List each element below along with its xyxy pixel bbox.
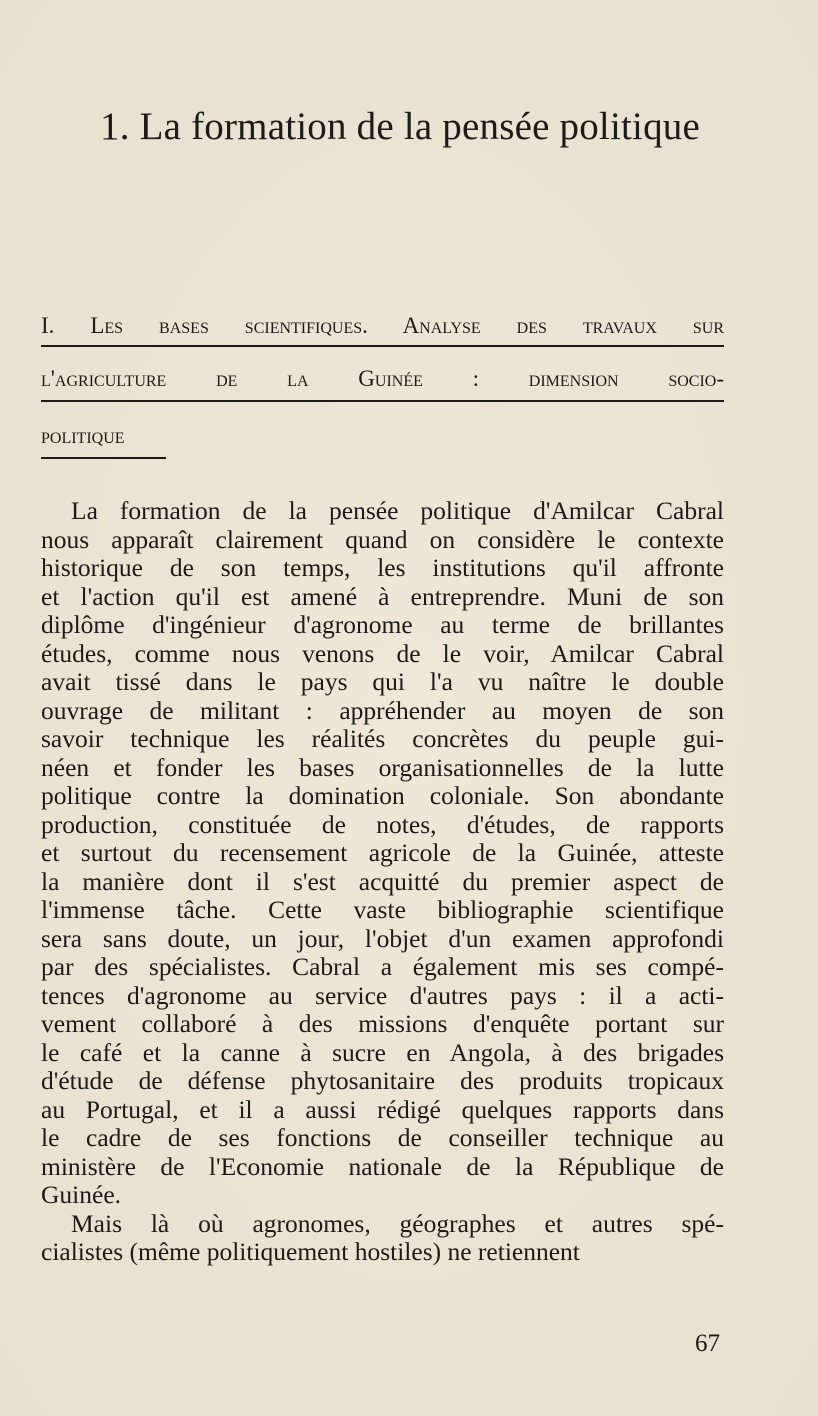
text-line: au Portugal, et il a aussi rédigé quelques rapports dans	[41, 1094, 724, 1124]
text-line: Guinée.	[41, 1180, 122, 1209]
text-line: vement collaboré à des missions d'enquête portant sur	[41, 1009, 724, 1038]
text-line: sera sans doute, un jour, l'objet d'un examen approfondi	[41, 923, 724, 953]
text-line: diplôme d'ingénieur d'agronome au terme de brillantes	[41, 610, 724, 639]
section-heading-line: I. Les bases scientifiques. Analyse des travaux sur	[41, 313, 724, 338]
section-heading-line: l'agriculture de la Guinée : dimension socio-	[41, 366, 724, 391]
text-line: nous apparaît clairement quand on considère le contexte	[41, 524, 724, 554]
text-line: ministère de l'Economie nationale de la République de	[41, 1151, 724, 1181]
text-line: le cadre de ses fonctions de conseiller technique au	[41, 1123, 724, 1152]
page-number: 67	[695, 1330, 720, 1357]
text-line: et surtout du recensement agricole de la Guinée, atteste	[41, 838, 724, 867]
text-line: Mais là où agronomes, géographes et autres spé-	[71, 1208, 724, 1238]
text-line: la manière dont il s'est acquitté du premier aspect de	[41, 866, 724, 896]
text-line: par des spécialistes. Cabral a également mis ses compé-	[41, 952, 724, 981]
heading-underline	[41, 457, 166, 459]
text-line: et l'action qu'il est amené à entreprendre. Muni de son	[41, 581, 724, 611]
text-line: l'immense tâche. Cette vaste bibliographie scientifique	[41, 895, 724, 924]
text-line: cialistes (même politiquement hostiles) ne retiennent	[41, 1237, 580, 1266]
text-line: d'étude de défense phytosanitaire des produits tropicaux	[41, 1066, 724, 1095]
text-line: La formation de la pensée politique d'Amilcar Cabral	[71, 496, 724, 525]
body-text	[41, 497, 724, 1267]
text-line: études, comme nous venons de le voir, Amilcar Cabral	[41, 638, 724, 668]
text-line: politique contre la domination coloniale. Son abondante	[41, 781, 724, 810]
text-line: ouvrage de militant : appréhender au moyen de son	[41, 695, 724, 725]
heading-underline	[41, 400, 724, 402]
text-line: néen et fonder les bases organisationnelles de la lutte	[41, 752, 724, 782]
text-line: avait tissé dans le pays qui l'a vu naître le double	[41, 667, 724, 696]
text-line: le café et la canne à sucre en Angola, à des brigades	[41, 1037, 724, 1067]
text-line: production, constituée de notes, d'études, de rapports	[41, 809, 724, 839]
text-line: historique de son temps, les institutions qu'il affronte	[41, 553, 724, 582]
text-line: tences d'agronome au service d'autres pays : il a acti-	[41, 980, 724, 1010]
heading-underline	[41, 345, 724, 347]
text-line: savoir technique les réalités concrètes du peuple gui-	[41, 724, 724, 753]
section-heading-line: politique	[41, 423, 125, 448]
chapter-title: 1. La formation de la pensée politique	[100, 105, 700, 148]
